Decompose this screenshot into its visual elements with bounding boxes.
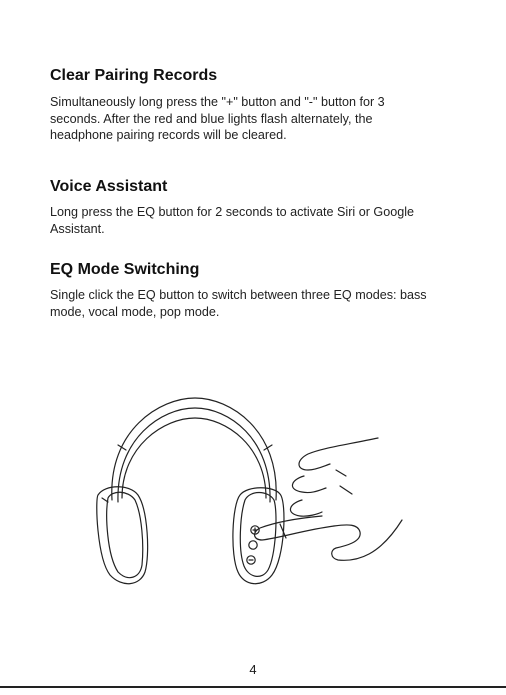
text-line: Simultaneously long press the "+" button and "-" button for 3	[50, 95, 385, 109]
text-line: mode, vocal mode, pop mode.	[50, 304, 220, 319]
paragraph-clear-pairing	[50, 94, 460, 144]
text-line: Single click the EQ button to switch between three EQ modes: bass	[50, 288, 427, 302]
headphone-illustration	[90, 390, 420, 590]
headband-mid	[118, 408, 270, 502]
page-number: 4	[249, 662, 257, 677]
paragraph-eq-mode	[50, 287, 460, 320]
paragraph-voice-assistant	[50, 204, 460, 237]
bottom-rule	[0, 686, 506, 688]
text-line: seconds. After the red and blue lights flash alternately, the	[50, 111, 373, 126]
hand-icon	[290, 438, 378, 516]
heading-eq-mode: EQ Mode Switching	[50, 261, 200, 278]
section-voice-assistant	[50, 177, 460, 237]
eq-button-icon	[249, 541, 257, 549]
text-line: headphone pairing records will be cleared.	[50, 128, 287, 142]
left-earcup-icon	[97, 487, 148, 584]
heading-clear-pairing: Clear Pairing Records	[50, 67, 218, 84]
heading-voice-assistant: Voice Assistant	[50, 178, 168, 195]
text-line: Long press the EQ button for 2 seconds to activate Siri or Google	[50, 205, 415, 219]
text-line: Assistant.	[50, 221, 105, 236]
section-clear-pairing	[50, 66, 460, 144]
section-eq-mode	[50, 260, 460, 320]
